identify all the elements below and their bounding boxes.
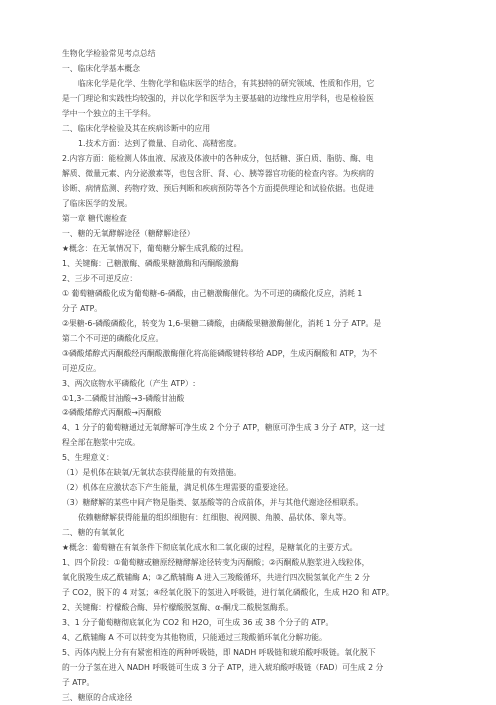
list-item: 1、四个阶段：①葡萄糖或糖原经糖酵解途径转变为丙酮酸；②丙酮酸从胞浆进入线粒体， (62, 558, 370, 568)
paragraph-line: 子 CO2，脱下的 4 对氢；④经氧化脱下的氢进入呼吸链，进行氧化磷酸化，生成 H2O 和 ATP。 (62, 588, 394, 598)
list-item: ① 葡萄糖磷酸化成为葡萄糖-6-磷酸，由己糖激酶催化。为不可逆的磷酸化反应，消耗 1 (62, 288, 363, 298)
document-title: 生物化学检验常见考点总结 (62, 49, 156, 58)
paragraph-line: 分子 ATP。 (62, 303, 103, 313)
list-item: 2、三步不可逆反应： (62, 273, 138, 283)
paragraph-line: 解质、微量元素、内分泌激素等，也包含肝、肾、心、胰等器官功能的检查内容。为疾病的 (62, 168, 374, 178)
paragraph-line: 依赖糖酵解获得能量的组织细胞有：红细胞、视网膜、角膜、晶状体、睾丸等。 (78, 513, 351, 523)
paragraph-line: 学中一个独立的主干学科。 (62, 108, 156, 118)
list-item: 2、关键酶：柠檬酸合酶、异柠檬酸脱氢酶、α-酮戊二酸脱氢酶系。 (62, 603, 294, 613)
paragraph-line: 第二个不可逆的磷酸化反应。 (62, 333, 164, 343)
paragraph-line: 的一分子氢在进入 NADH 呼吸链可生成 3 分子 ATP，进入琥珀酸呼吸链（FAD）可生成 2 分 (62, 663, 384, 672)
list-item: ②磷酸烯醇式丙酮酸→丙酮酸 (62, 408, 162, 418)
list-item: 1、关键酶：己糖激酶、磷酸果糖激酶和丙酮酸激酶 (62, 258, 239, 268)
list-item: 4、1 分子的葡萄糖通过无氧酵解可净生成 2 个分子 ATP，糖原可净生成 3 分子 ATP，这一过 (62, 423, 385, 433)
concept-line: ★概念：在无氧情况下，葡萄糖分解生成乳酸的过程。 (62, 243, 249, 253)
list-item: 5、丙体内脱上分有有紧密相连的两种呼吸链，即 NADH 呼吸链和琥珀酸呼吸链。氧化脱下 (62, 648, 376, 658)
section-heading: 一、糖的无氧酵解途径（糖酵解途径） (62, 228, 195, 238)
chapter-heading: 第一章 糖代谢检查 (62, 213, 127, 223)
section-heading: 一、临床化学基本概念 (62, 64, 140, 73)
paragraph-line: 程全部在胞浆中完成。 (62, 438, 140, 448)
list-item: ②果糖-6-磷酸磷酸化，转变为 1,6-果糖二磷酸，由磷酸果糖激酶催化，消耗 1 分子 ATP。是 (62, 318, 382, 328)
list-item: （1）是机体在缺氧/无氧状态获得能量的有效措施。 (62, 468, 242, 478)
list-item: 3、两次底物水平磷酸化（产生 ATP）: (62, 378, 196, 388)
list-item: 4、乙酰辅酶 A 不可以转变为其他物质，只能通过三羧酸循环氧化分解功能。 (62, 633, 327, 643)
paragraph-line: 临床化学是化学、生物化学和临床医学的结合，有其独特的研究领域、性质和作用，它 (78, 79, 375, 88)
paragraph-line: 1.技术方面：达到了微量、自动化、高精密度。 (78, 138, 242, 148)
paragraph-line: 2.内容方面：能检测人体血液、尿液及体液中的各种成分，包括糖、蛋白质、脂肪、酶、电 (62, 153, 374, 163)
paragraph-line: 子 ATP。 (62, 678, 95, 687)
paragraph-line: 了临床医学的发展。 (62, 198, 133, 208)
list-item: （2）机体在应激状态下产生能量，满足机体生理需要的重要途径。 (62, 483, 294, 493)
paragraph-line: 诊断、病情监测、药物疗效、预后判断和疾病预防等各个方面提供理论和试验依据。也促进 (62, 183, 374, 193)
list-item: ①1,3-二磷酸甘油酸→3-磷酸甘油酸 (62, 393, 185, 403)
section-heading: 二、糖的有氧氧化 (62, 528, 125, 538)
paragraph-line: 可逆反应。 (62, 363, 101, 373)
concept-line: ★概念：葡萄糖在有氧条件下彻底氧化成水和二氧化碳的过程，是糖氧化的主要方式。 (62, 543, 358, 553)
list-item: ③磷酸烯醇式丙酮酸经丙酮酸激酶催化将高能磷酸键转移给 ADP，生成丙酮酸和 ATP，为不 (62, 348, 378, 358)
section-heading: 二、临床化学检验及其在疾病诊断中的应用 (62, 123, 211, 133)
paragraph-line: 是一门理论和实践性均较强的，并以化学和医学为主要基础的边缘性应用学科，也是检验医 (62, 93, 374, 103)
list-item: （3）糖酵解的某些中间产物是脂类、氨基酸等的合成前体，并与其他代谢途径相联系。 (62, 498, 364, 508)
list-item: 5、生理意义： (62, 453, 114, 463)
section-heading: 三、糖原的合成途径 (62, 693, 133, 702)
list-item: 3、1 分子葡萄糖彻底氧化为 CO2 和 H2O，可生成 36 或 38 个分子的 ATP。 (62, 618, 334, 628)
paragraph-line: 氧化脱羧生成乙酰辅酶 A；③乙酰辅酶 A 进入三羧酸循环，共进行四次脱氢氧化产生 2 分 (62, 573, 370, 583)
